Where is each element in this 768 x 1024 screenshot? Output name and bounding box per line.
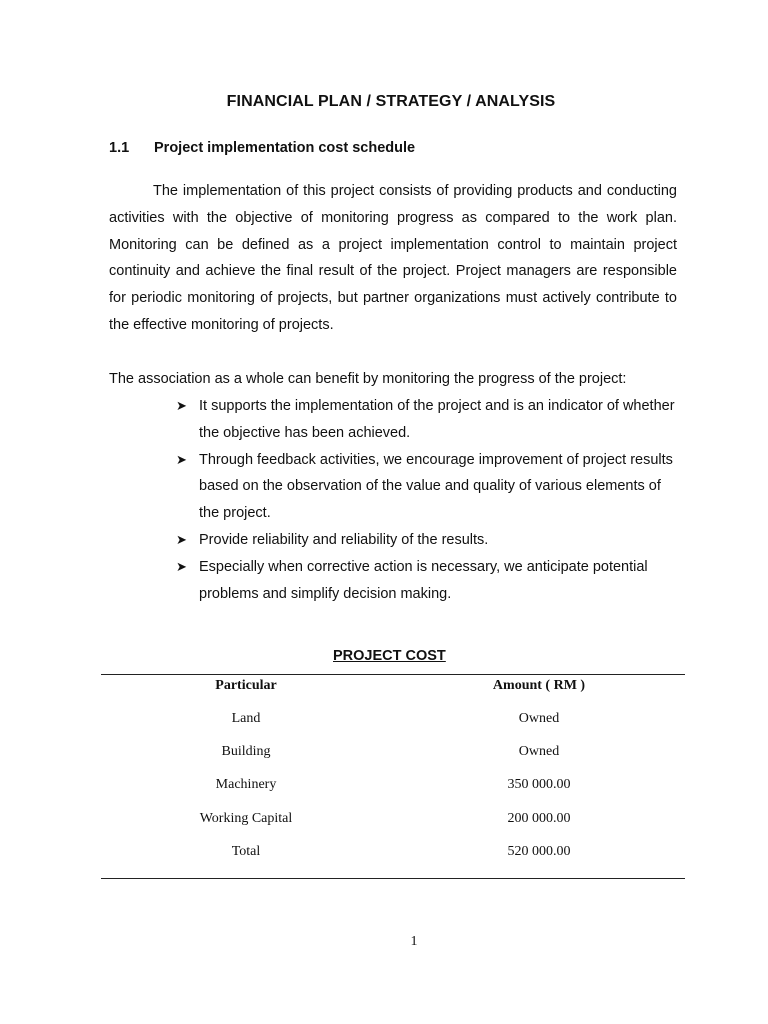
- amount-cell: 520 000.00: [507, 844, 571, 859]
- particular-cell: Working Capital: [199, 811, 293, 826]
- page-title: FINANCIAL PLAN / STRATEGY / ANALYSIS: [226, 93, 556, 110]
- section-title: Project implementation cost schedule: [154, 140, 416, 156]
- bullet-item: [176, 554, 676, 608]
- section-number: 1.1: [109, 140, 130, 156]
- amount-cell: Owned: [518, 744, 560, 759]
- column-header-particular: Particular: [215, 678, 277, 693]
- bullet-text: Provide reliability and reliability of the results.: [199, 531, 489, 548]
- particular-cell: Machinery: [215, 777, 277, 792]
- arrow-bullet-icon: ➤: [176, 398, 187, 413]
- table-title: PROJECT COST: [333, 648, 446, 664]
- table-row: [101, 744, 685, 764]
- amount-cell: Owned: [518, 711, 560, 726]
- table-row: [101, 811, 685, 831]
- bullet-text: It supports the implementation of the project and is an indicator of whether the objective has been achieved.: [199, 398, 675, 441]
- section-heading: [109, 140, 415, 156]
- bullet-item: [176, 393, 676, 447]
- bullet-text: Especially when corrective action is necessary, we anticipate potential problems and simplify decision making.: [199, 558, 648, 602]
- column-header-amount: Amount ( RM ): [492, 678, 586, 693]
- particular-cell: Land: [231, 711, 261, 726]
- arrow-bullet-icon: ➤: [176, 558, 187, 574]
- table-row: [101, 711, 685, 731]
- arrow-bullet-icon: ➤: [176, 531, 187, 547]
- table-total-row: [101, 844, 685, 864]
- particular-cell: Building: [221, 744, 271, 759]
- arrow-bullet-icon: ➤: [176, 451, 187, 467]
- table-row: [101, 777, 685, 797]
- intro-paragraph: The implementation of this project consists of providing products and conducting activities with the objective of monitoring progress as compared to the work plan. Monitoring can be defined as a project implementation control to maintain project continuity and achieve the final result of the project. Project managers are responsible for periodic monitoring of projects, but partner organizations must actively contribute to the effective monitoring of projects.: [109, 183, 677, 333]
- project-cost-table: [101, 674, 685, 879]
- benefit-paragraph: The association as a whole can benefit by monitoring the progress of the project:: [109, 371, 627, 387]
- amount-cell: 200 000.00: [507, 811, 571, 826]
- benefit-bullet-list: [176, 393, 676, 607]
- amount-cell: 350 000.00: [507, 777, 571, 792]
- page-number: 1: [410, 934, 418, 949]
- table-header-row: [101, 678, 685, 698]
- bullet-item: [176, 527, 676, 554]
- particular-cell: Total: [231, 844, 261, 859]
- bullet-text: Through feedback activities, we encourage improvement of project results based on the observation of the value and quality of various elements of the project.: [199, 451, 673, 522]
- bullet-item: [176, 447, 676, 527]
